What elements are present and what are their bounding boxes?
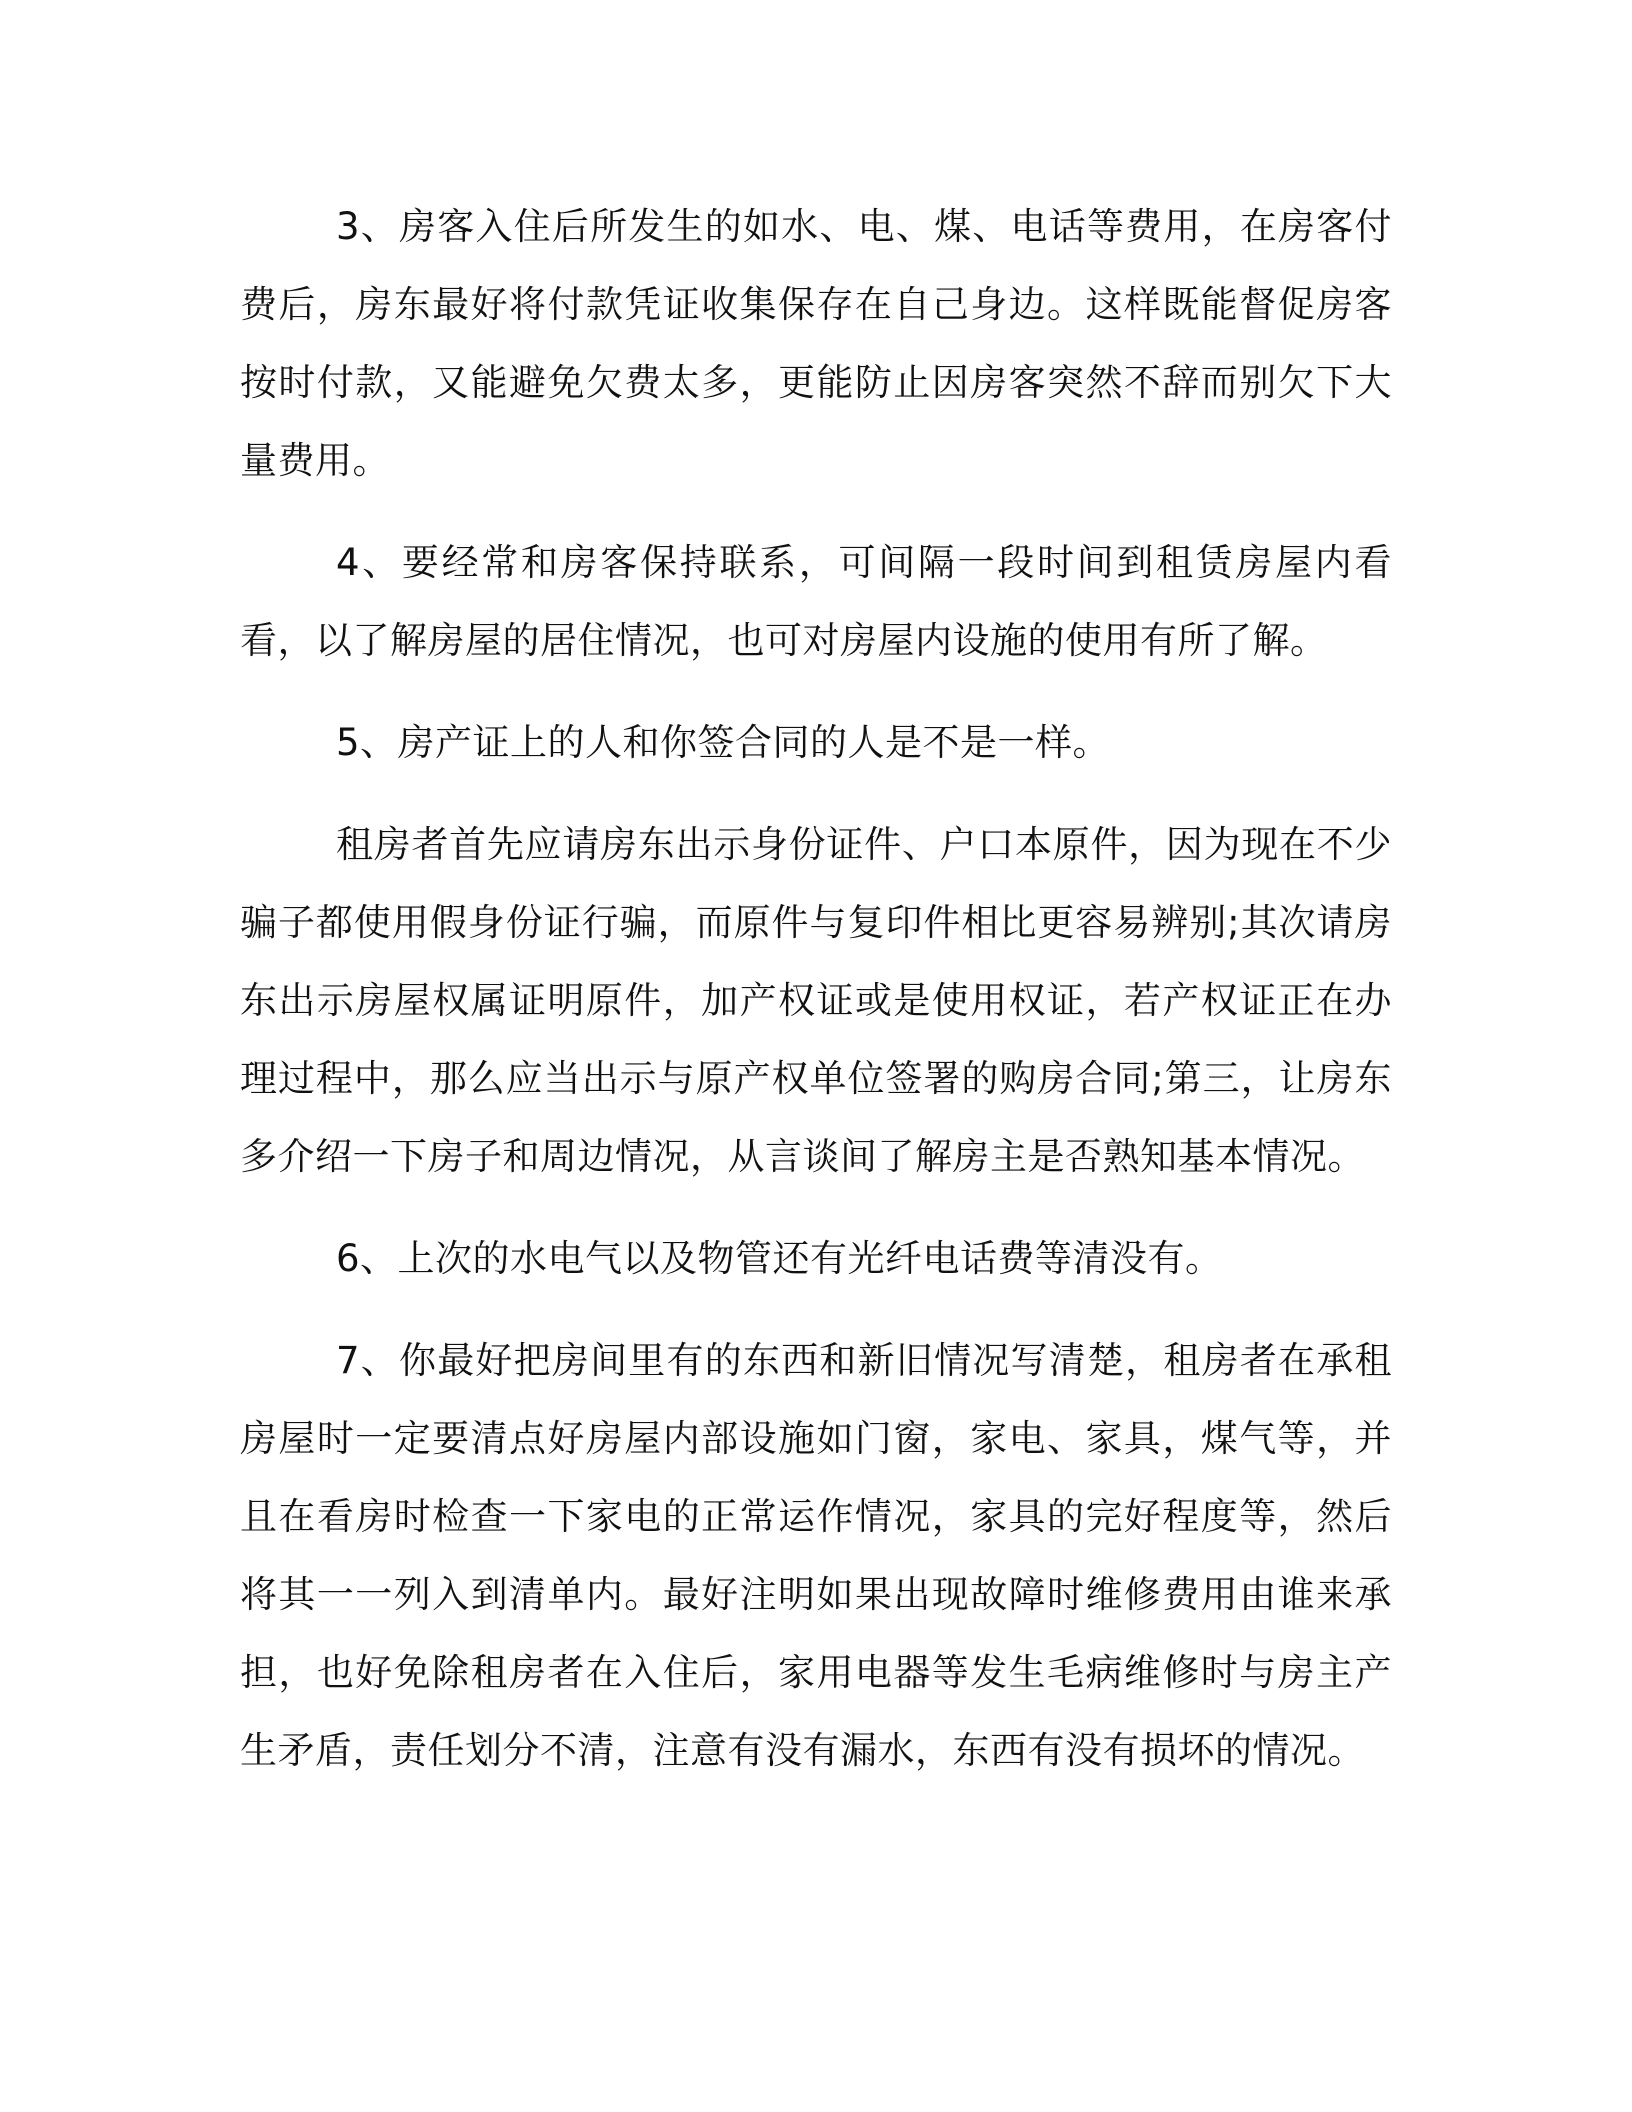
paragraph-keep-contact: 4、要经常和房客保持联系，可间隔一段时间到租赁房屋内看看，以了解房屋的居住情况，也可对房屋内设施的使用有所了解。	[240, 541, 1392, 662]
paragraph-inventory-list: 7、你最好把房间里有的东西和新旧情况写清楚，租房者在承租房屋时一定要清点好房屋内部设施如门窗，家电、家具，煤气等，并且在看房时检查一下家电的正常运作情况，家具的完好程度等，然后将其一一列入到清单内。最好注明如果出现故障时维修费用由谁来承担，也好免除租房者在入住后，家用电器等发生毛病维修时与房主产生矛盾，责任划分不清，注意有没有漏水，东西有没有损坏的情况。	[240, 1339, 1392, 1772]
document-body	[240, 188, 1392, 1814]
paragraph-verify-documents: 租房者首先应请房东出示身份证件、户口本原件，因为现在不少骗子都使用假身份证行骗，而原件与复印件相比更容易辨别;其次请房东出示房屋权属证明原件，加产权证或是使用权证，若产权证正在办理过程中，那么应当出示与原产权单位签署的购房合同;第三，让房东多介绍一下房子和周边情况，从言谈间了解房主是否熟知基本情况。	[240, 823, 1392, 1178]
paragraph-previous-bills: 6、上次的水电气以及物管还有光纤电话费等清没有。	[336, 1237, 1223, 1280]
paragraph-certificate-owner: 5、房产证上的人和你签合同的人是不是一样。	[336, 721, 1111, 764]
paragraph-utility-payments: 3、房客入住后所发生的如水、电、煤、电话等费用，在房客付费后，房东最好将付款凭证收集保存在自己身边。这样既能督促房客按时付款，又能避免欠费太多，更能防止因房客突然不辞而别欠下大量费用。	[240, 205, 1392, 482]
